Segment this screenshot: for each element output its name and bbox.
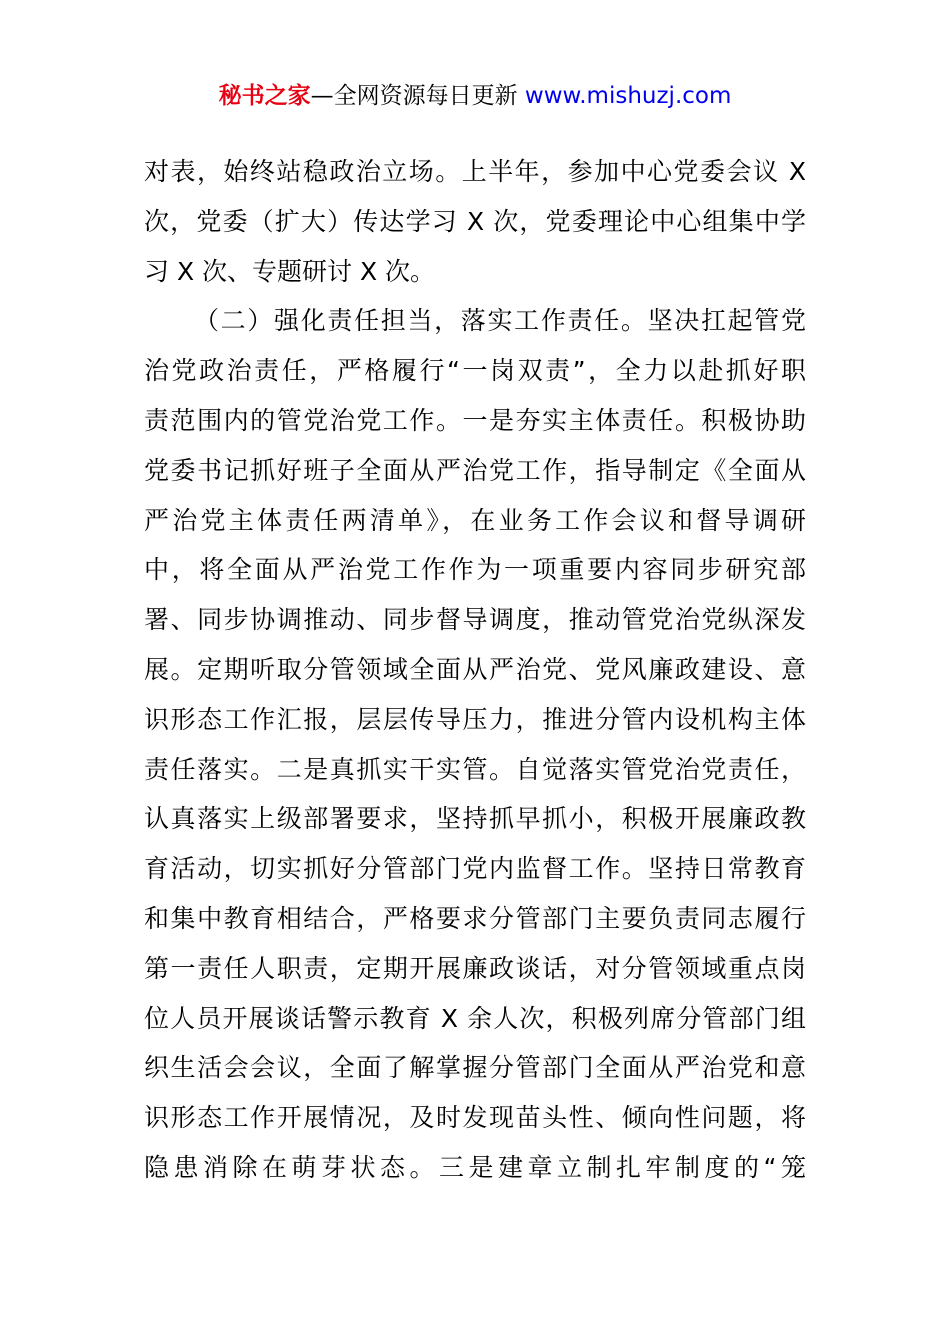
text-line: 第一责任人职责，定期开展廉政谈话，对分管领域重点岗 — [144, 953, 806, 983]
text-line: 隐患消除在萌芽状态。三是建章立制扎牢制度的“笼 — [144, 1152, 806, 1182]
text-line: 中，将全面从严治党工作作为一项重要内容同步研究部 — [144, 555, 806, 585]
text-line: 位人员开展谈话警示教育 X 余人次，积极列席分管部门组 — [144, 1003, 806, 1033]
text-line: 严治党主体责任两清单》，在业务工作会议和督导调研 — [144, 505, 806, 535]
text-line: 和集中教育相结合，严格要求分管部门主要负责同志履行 — [144, 903, 806, 933]
text-line: 育活动，切实抓好分管部门党内监督工作。坚持日常教育 — [144, 854, 806, 884]
text-line: 次，党委（扩大）传达学习 X 次，党委理论中心组集中学 — [144, 206, 806, 236]
text-line: 识形态工作汇报，层层传导压力，推进分管内设机构主体 — [144, 704, 806, 734]
text-line: 展。定期听取分管领域全面从严治党、党风廉政建设、意 — [144, 654, 806, 684]
text-line: 认真落实上级部署要求，坚持抓早抓小，积极开展廉政教 — [144, 804, 806, 834]
text-line: 责范围内的管党治党工作。一是夯实主体责任。积极协助 — [144, 405, 806, 435]
text-line: 治党政治责任，严格履行“一岗双责”，全力以赴抓好职 — [144, 356, 806, 386]
text-line: 习 X 次、专题研讨 X 次。 — [144, 256, 436, 286]
header-tagline: —全网资源每日更新 — [310, 83, 525, 109]
document-body — [144, 147, 806, 1193]
text-line: 署、同步协调推动、同步督导调度，推动管党治党纵深发 — [144, 605, 806, 635]
text-line: 责任落实。二是真抓实干实管。自觉落实管党治党责任， — [144, 754, 806, 784]
page-header — [0, 80, 950, 112]
text-line: （二）强化责任担当，落实工作责任。坚决扛起管党 — [194, 306, 806, 336]
text-line: 识形态工作开展情况，及时发现苗头性、倾向性问题，将 — [144, 1103, 806, 1133]
text-line: 对表，始终站稳政治立场。上半年，参加中心党委会议 X — [144, 157, 806, 186]
brand-name: 秘书之家 — [218, 83, 311, 109]
site-url-link[interactable]: www.mishuzj.com — [524, 83, 732, 109]
text-line: 织生活会会议，全面了解掌握分管部门全面从严治党和意 — [144, 1053, 806, 1083]
text-line: 党委书记抓好班子全面从严治党工作，指导制定《全面从 — [144, 455, 806, 485]
